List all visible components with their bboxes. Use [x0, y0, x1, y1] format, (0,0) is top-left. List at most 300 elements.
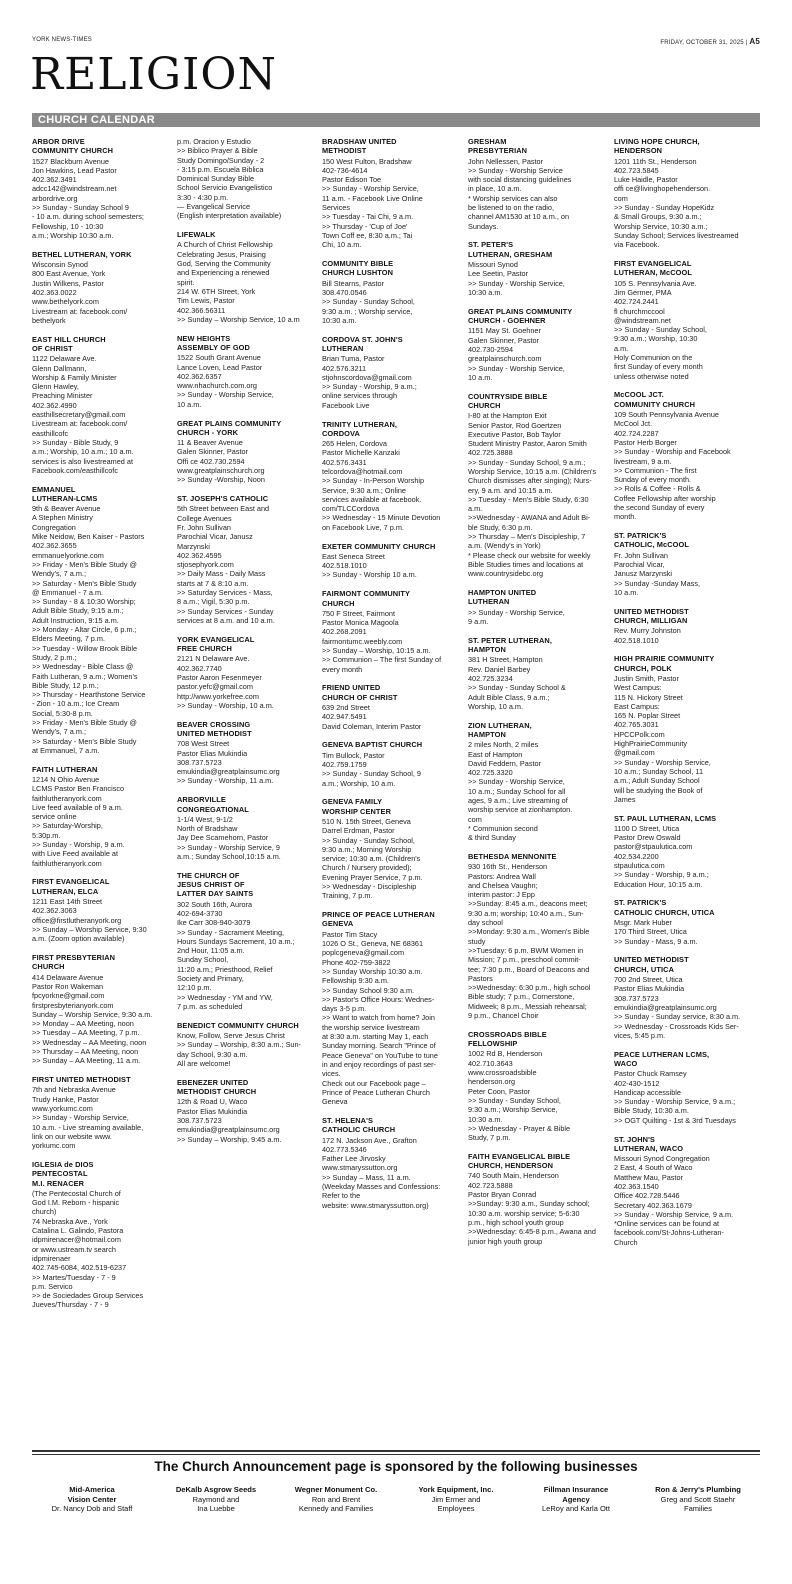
listing-line: p.m. Oracion y Estudio [177, 137, 251, 146]
listing-line: (The Pentecostal Church of [32, 1188, 121, 1198]
listing-line: Rev. Daniel Barbey [468, 664, 531, 674]
church-name: ARBOR DRIVE COMMUNITY CHURCH [32, 137, 114, 156]
church-listing [177, 871, 323, 1011]
listing-line: first Sunday of every month [614, 362, 703, 372]
listing-line: Missouri Synod [468, 260, 518, 270]
church-name: ZION LUTHERAN, HAMPTON [468, 720, 532, 739]
listing-line: Society and Primary, [177, 974, 244, 984]
listing-line: 510 N. 15th Street, Geneva [322, 817, 411, 826]
listing-line: >>Sunday: 8:45 a.m., deacons meet; [468, 899, 588, 909]
listing-line: p.m. Servico [32, 1281, 73, 1291]
church-name: FIRST EVANGELICAL LUTHERAN, McCOOL [614, 259, 692, 278]
listing-line: Trudy Hanke, Pastor [32, 1094, 99, 1104]
listing-line: www.countrysidebc.org [468, 569, 544, 579]
church-listing [468, 1030, 614, 1143]
listing-line: >> Sunday - Worship, 9 a.m.; [614, 870, 709, 880]
listing-line: East Campus: [614, 701, 660, 711]
listing-line: Livestream at: facebook.com/ [32, 419, 128, 429]
listing-line: 308.737.5723 [177, 1115, 222, 1125]
church-name: CROSSROADS BIBLE FELLOWSHIP [468, 1029, 547, 1049]
church-listing [614, 390, 760, 521]
listing-line: >> Biblico Prayer & Bible [177, 146, 258, 156]
church-name: EBENEZER UNITED METHODIST CHURCH [177, 1077, 257, 1097]
listing-line: pastor.yefc@gmail.com [177, 682, 253, 692]
listing-line: 2nd Hour, 11:05 a.m. [177, 946, 245, 956]
listing-line: >> OGT Quilting - 1st & 3rd Tuesdays [614, 1115, 736, 1125]
listing-line: adcc142@windstream.net [32, 184, 117, 194]
listing-line: 402.724.2441 [614, 297, 659, 307]
sponsor [32, 1485, 152, 1514]
listing-line: Church dismisses after singing); Nurs- [468, 476, 592, 486]
church-listing [177, 720, 323, 786]
listing-line: College Avenues [177, 513, 232, 523]
listing-line: 9 p.m., Chancel Choir [468, 1011, 539, 1021]
listing-line: Evening Prayer Service, 7 p.m. [322, 872, 423, 882]
listing-line: Sunday School, [177, 955, 229, 965]
calendar-column-1 [32, 137, 178, 1319]
listing-line: a.m. [614, 343, 629, 353]
church-name: FIRST PRESBYTERIAN CHURCH [32, 953, 116, 972]
listing-line: 265 Helen, Cordova [322, 439, 387, 449]
listing-line: Jueves/Thursday - 7 - 9 [32, 1300, 109, 1310]
listing-line: (Weekday Masses and Confessions: [322, 1181, 441, 1191]
listing-line: Service, 9:30 a.m.; Online [322, 485, 406, 495]
listing-line: service; 10:30 a.m. (Children's [322, 854, 421, 864]
church-listing [322, 910, 468, 1106]
listing-line: 402.725.3888 [468, 448, 513, 458]
listing-line: 402.534.2200 [614, 851, 659, 861]
listing-line: >> Saturday - Men's Bible Study [32, 736, 137, 746]
listing-line: the worship service livestream [322, 1022, 420, 1032]
sponsor-detail: LeRoy and Karla Ott [542, 1504, 610, 1513]
listing-line: Pastor Elias Mukindia [614, 984, 685, 994]
calendar-column-4 [468, 137, 614, 1255]
sponsor-detail: Greg and Scott Staehr Families [660, 1494, 736, 1513]
church-listing [177, 419, 323, 485]
listing-line: and Experiencing a renewed [177, 268, 270, 278]
listing-line: >> Sunday - Worship Service, [177, 390, 274, 400]
listing-line: 1522 South Grant Avenue [177, 353, 261, 363]
listing-line: Pastors: Andrea Wall [468, 871, 536, 881]
listing-line: worship service at zionhampton. [468, 805, 573, 815]
sponsor-name: Fillman Insurance Agency [543, 1485, 609, 1504]
listing-line: >> Sunday – Mass, 11 a.m. [322, 1172, 411, 1182]
listing-line: @windstream.net [614, 315, 671, 325]
listing-line: Holy Communion on the [614, 353, 693, 363]
listing-line: tee; 7:30 p.m., Board of Deacons and [468, 964, 590, 974]
listing-line: Galen Skinner, Pastor [468, 335, 539, 345]
listing-line: idpmirenacer@hotmail.com [32, 1235, 121, 1245]
listing-line: All are welcome! [177, 1058, 231, 1068]
listing-line: West Campus: [614, 683, 662, 693]
listing-line: 402.366.56311 [177, 305, 226, 315]
listing-line: via Facebook. [614, 240, 660, 250]
listing-line: a.m.; Worship 10:30 a.m. [32, 230, 114, 240]
listing-line: fairmontumc.weebly.com [322, 636, 403, 646]
church-calendar-bar [32, 113, 760, 127]
listing-line: Church [614, 1237, 638, 1247]
listing-line: Pastor Herb Borger [614, 437, 677, 447]
listing-line: a.m. [468, 504, 483, 514]
listing-line: >> Wednesday – AA Meeting, noon [32, 1037, 147, 1047]
listing-line: telcordova@hotmail.com [322, 467, 403, 476]
listing-line: 402.724.2287 [614, 428, 659, 438]
listing-line: Social, 5:30-8 p.m. [32, 708, 93, 718]
church-name: HAMPTON UNITED LUTHERAN [468, 588, 537, 607]
church-listing [322, 542, 468, 580]
listing-line: 9:30 a.m.; Morning Worship [322, 844, 412, 854]
listing-line: Worship & Family Minister [32, 372, 117, 382]
listing-line: Coffee Fellowship after worship [614, 493, 716, 503]
church-name: EAST HILL CHURCH OF CHRIST [32, 334, 106, 353]
listing-line: ages, 9 a.m.; Live streaming of [468, 796, 568, 805]
listing-line: Pastor Elias Mukindia [177, 748, 248, 758]
listing-line: >> Sunday - Sunday School, [614, 325, 707, 335]
listing-line: 402.362.3655 [32, 541, 77, 551]
sponsor-detail: Jim Ermer and Employees [431, 1494, 481, 1513]
listing-line: Town Coff ee, 8:30 a.m.; Tai [322, 230, 413, 240]
listing-line: com [468, 814, 482, 824]
sponsor-heading: The Church Announcement page is sponsored by the following businesses [154, 1459, 638, 1474]
listing-line: in place, 10 a.m. [468, 184, 522, 194]
listing-line: >>Wednesday - AWANA and Adult Bi- [468, 513, 591, 523]
listing-line: Parochial Vicar, Janusz [177, 532, 253, 542]
listing-line: 402.723.5888 [468, 1180, 513, 1190]
listing-line: Wendy's, 7 a.m.; [32, 727, 86, 737]
listing-line: >> Saturday - Men's Bible Study [32, 578, 137, 588]
listing-line: Worship Service, 10:30 a.m.; [614, 221, 708, 231]
listing-line: >> Sunday - Worship Service, 9 a.m. [614, 1209, 734, 1219]
listing-line: 1100 D Street, Utica [614, 823, 680, 833]
listing-line: >> Thursday - 'Cup of Joe' [322, 221, 408, 231]
listing-line: Congregation [32, 522, 76, 532]
listing-line: a.m.; Worship, 10 a.m. [322, 778, 396, 788]
listing-line: Sunday – Worship Service, 9:30 a.m. [32, 1009, 153, 1019]
listing-line: Offi ce 402.730.2594 [177, 456, 245, 466]
listing-line: I-80 at the Hampton Exit [468, 411, 547, 421]
listing-line: and Chelsea Vaughn; [468, 880, 538, 890]
church-name: FAITH EVANGELICAL BIBLE CHURCH, HENDERSON [468, 1151, 571, 1171]
listing-line: emukindia@greatplainsumc.org [177, 1125, 280, 1135]
listing-line: >> Sunday - Sunday School, [322, 297, 415, 307]
listing-line: Darrel Erdman, Pastor [322, 826, 395, 836]
listing-line: on Facebook Live, 7 p.m. [322, 522, 404, 532]
listing-line: — Evangelical Service [177, 202, 251, 212]
listing-line: >> Sunday - Bible Study, 9 [32, 437, 119, 447]
listing-line: >>Sunday: 9:30 a.m., Sunday school; [468, 1199, 590, 1209]
listing-line: >> Pastor's Office Hours: Wednes- [322, 994, 435, 1004]
listing-line: 402.725.3234 [468, 673, 513, 683]
listing-line: Bible Study, 10:30 a.m. [614, 1106, 689, 1116]
listing-line: >> Wednesday - Prayer & Bible [468, 1123, 571, 1133]
listing-line: a.m.; Sunday School,10:15 a.m. [177, 851, 281, 861]
listing-line: day school [468, 918, 503, 928]
listing-line: John Nellessen, Pastor [468, 156, 544, 166]
listing-line: 402-430-1512 [614, 1078, 660, 1088]
listing-line: 10 a.m.; Sunday School, 11 [614, 766, 704, 776]
listing-line: ery, 9 a.m. and 10:15 a.m. [468, 485, 553, 495]
listing-line: >> Sunday – Worship, 10:15 a.m. [322, 646, 431, 656]
listing-line: & third Sunday [468, 833, 516, 843]
listing-line: easthillsecretary@gmail.com [32, 410, 126, 420]
listing-line: www.bethelyork.com [32, 297, 99, 307]
listing-line: >> Wednesday - YM and YW, [177, 992, 273, 1002]
listing-line: office@firstlutheranyork.org [32, 915, 122, 925]
listing-line: 308.470.0546 [322, 287, 367, 297]
listing-line: 414 Delaware Avenue [32, 972, 104, 982]
listing-line: Lee Seetin, Pastor [468, 269, 529, 279]
listing-line: com [614, 193, 628, 203]
church-name: FIRST EVANGELICAL LUTHERAN, ELCA [32, 877, 110, 896]
listing-line: School Servicio Evangelistico [177, 183, 273, 193]
church-listing [32, 137, 178, 240]
listing-line: >> Sunday - Sunday School, [468, 1095, 561, 1105]
listing-line: >> Sunday - Worship and Facebook [614, 447, 731, 457]
listing-line: East of Hampton [468, 749, 523, 759]
listing-line: Pastor Bryan Conrad [468, 1190, 537, 1200]
listing-line: 9:30 a.m.; Worship, 10:30 [614, 334, 698, 344]
sponsor [276, 1485, 396, 1514]
listing-line: >> de Sociedades Group Services [32, 1291, 144, 1301]
listing-line: >> Sunday - Worship, 11 a.m. [177, 776, 274, 786]
listing-line: 170 Third Street, Utica [614, 927, 687, 937]
sponsor-name: DeKalb Asgrow Seeds [175, 1485, 257, 1494]
church-listing [614, 259, 760, 381]
listing-line: service online [32, 812, 77, 822]
listing-line: Mike Neidow, Ben Kaiser - Pastors [32, 532, 145, 542]
listing-line: Study Domingo/Sunday - 2 [177, 155, 265, 165]
listing-line: 109 South Pennsylvania Avenue [614, 410, 719, 420]
listing-line: Galen Skinner, Pastor [177, 447, 248, 457]
listing-line: Office 402.728.5446 [614, 1191, 680, 1201]
listing-line: Hours Sundays Sacrement, 10 a.m.; [177, 936, 295, 946]
listing-line: Adult Bible Class, 9 a.m.; [468, 692, 550, 702]
listing-line: easthillcofc [32, 428, 69, 438]
church-name: GREAT PLAINS COMMUNITY CHURCH - GOEHNER [468, 306, 573, 326]
listing-line: - 10 a.m. during school semesters; [32, 212, 144, 222]
listing-line: Pastor Elias Mukindia [177, 1106, 248, 1116]
church-listing [614, 898, 760, 945]
listing-line: 402.363.0022 [32, 287, 77, 297]
church-name: ARBORVILLE CONGREGATIONAL [177, 795, 249, 814]
listing-line: Missouri Synod Congregation [614, 1154, 710, 1164]
listing-line: James [614, 794, 636, 804]
listing-line: www.crossroadsbible [468, 1068, 537, 1078]
listing-line: * Worship services can also [468, 193, 558, 203]
listing-line: at 8:30 a.m. starting May 1, each [322, 1032, 429, 1042]
listing-line: Student Ministry Pastor, Aaron Smith [468, 439, 587, 449]
church-name: FRIEND UNITED CHURCH OF CHRIST [322, 683, 398, 702]
listing-line: Fr. John Sullivan [177, 522, 231, 532]
listing-line: 708 West Street [177, 739, 230, 749]
listing-line: Wisconsin Synod [32, 260, 88, 270]
listing-line: *Online services can be found at [614, 1219, 720, 1229]
listing-line: Education Hour, 10:15 a.m. [614, 879, 703, 889]
listing-line: Pastor Edison Toe [322, 175, 382, 185]
listing-line: 402.518.1010 [614, 635, 659, 645]
listing-line: Adult Instruction, 9:15 a.m. [32, 615, 119, 625]
church-listing [32, 953, 178, 1066]
listing-line: link on our website www. [32, 1131, 112, 1141]
church-listing [322, 589, 468, 674]
listing-line: Pastor Tim Stacy [322, 929, 378, 939]
listing-line: p.m., high school youth group [468, 1217, 564, 1227]
church-listing [322, 420, 468, 533]
church-listing [322, 259, 468, 325]
listing-line: 402.362.4595 [177, 550, 222, 560]
listing-line: 172 N. Jackson Ave., Grafton [322, 1135, 417, 1145]
listing-line: Pastor Drew Oswald [614, 833, 681, 843]
listing-line: 10 a.m. [468, 372, 493, 382]
church-listing [322, 137, 468, 250]
listing-line: >>Wednesday: 6:30 p.m., high school [468, 983, 591, 993]
listing-line: fl churchmccool [614, 306, 665, 316]
listing-line: David Feddern, Pastor [468, 758, 542, 768]
listing-line: month. [614, 512, 637, 522]
church-listing [177, 795, 323, 861]
listing-line: Bible Study, 12 p.m.; [32, 680, 99, 690]
listing-line: unless otherwise noted [614, 371, 689, 381]
listing-line: >> Saturday Services - Mass, [177, 588, 273, 598]
listing-line: Msgr. Mark Huber [614, 918, 672, 928]
listing-line: fpcyorkne@gmail.com [32, 991, 105, 1001]
listing-line: HighPrairieCommunity [614, 739, 687, 749]
listing-line: A Church of Christ Fellowship [177, 240, 273, 250]
listing-line: day School, 9:30 a.m. [177, 1049, 248, 1059]
church-name: IGLESIA de DIOS PENTECOSTAL M.I. RENACER [32, 1159, 94, 1188]
church-listing [322, 335, 468, 410]
church-listing [468, 137, 614, 231]
listing-line: 402.362.4990 [32, 400, 77, 410]
listing-line: Marzynski [177, 541, 210, 551]
listing-line: >> Sunday - Worship 10 a.m. [322, 570, 417, 580]
listing-line: faithlutheranyork.com [32, 793, 102, 803]
listing-line: >> Sunday - Sunday School 9 [32, 203, 129, 213]
listing-line: 10:30 a.m. [322, 315, 357, 325]
listing-line: >> Sunday - Worship Service, [468, 278, 565, 288]
listing-line: Peter Coon, Pastor [468, 1086, 531, 1096]
church-name: EMMANUEL LUTHERAN-LCMS [32, 484, 98, 503]
listing-line: 9:30 a.m. ; Worship service, [322, 306, 413, 316]
listing-line: 12:10 p.m. [177, 983, 212, 993]
listing-line: Tim Lewis, Pastor [177, 296, 235, 306]
listing-line: >> Sunday - Sacrament Meeting, [177, 927, 285, 937]
listing-line: >> Tuesday - Men's Bible Study, 6:30 [468, 494, 589, 504]
listing-line: Glenn Dallmann, [32, 363, 87, 373]
sponsor-detail: Ron and Brent Kennedy and Families [298, 1494, 374, 1513]
listing-line: Livestream at: facebook.com/ [32, 306, 128, 316]
listing-line: http://www.yorkefree.com [177, 691, 259, 701]
listing-line: Wendy's, 7 a.m.; [32, 569, 86, 579]
listing-line: * Please check our website for weekly [468, 550, 591, 560]
listing-line: Study, 7 p.m. [468, 1133, 511, 1143]
church-name: ST. JOSEPH'S CATHOLIC [177, 494, 269, 504]
church-listing [177, 137, 323, 221]
listing-line: idpmirenaer [32, 1253, 71, 1263]
listing-line: 308.737.5723 [177, 757, 222, 767]
listing-line: >> Sunday - Worship, 9 a.m. [32, 840, 125, 850]
listing-line: >> Wednesday - Crossroads Kids Ser- [614, 1021, 739, 1031]
listing-line: >> Sunday – Worship Service, 9:30 [32, 924, 147, 934]
church-listing [322, 740, 468, 787]
listing-line: 2121 N Delaware Ave. [177, 654, 250, 664]
listing-line: Church / Nursery provided); [322, 863, 412, 873]
listing-line: McCool Jct. [614, 419, 653, 429]
listing-line: 302 South 16th, Aurora [177, 899, 253, 909]
listing-line: 402.576.3431 [322, 457, 367, 467]
paper-name: YORK NEWS-TIMES [32, 37, 93, 43]
listing-line: >> Daily Mass - Daily Mass [177, 569, 266, 579]
listing-line: Peace Geneva" on YouTube to tune [322, 1050, 438, 1060]
listing-line: Senior Pastor, Rod Goertzen [468, 420, 562, 430]
listing-line: North of Bradshaw [177, 824, 238, 834]
listing-line: Fellowship, 10 - 10:30 [32, 221, 104, 231]
footer-rule-thick [32, 1450, 760, 1452]
listing-line: days 3-5 p.m. [322, 1004, 367, 1014]
listing-line: >> Thursday - Hearthstone Service [32, 690, 146, 700]
church-listing [614, 531, 760, 597]
listing-line: >> Communion – The first Sunday of [322, 655, 442, 665]
listing-line: or www.ustream.tv search [32, 1244, 116, 1254]
listing-line: 12th & Road U, Waco [177, 1097, 248, 1107]
listing-line: Celebrating Jesus, Praising [177, 249, 266, 259]
listing-line: 10:30 a.m. worship service; 5-6:30 [468, 1208, 580, 1218]
church-listing [468, 1152, 614, 1246]
listing-line: Worship, 10 a.m. [468, 701, 524, 711]
listing-line: Faith Lutheran, 9 a.m.; Women's [32, 671, 138, 681]
listing-line: - Zion - 10 a.m.; Ice Cream [32, 699, 120, 709]
sponsor [516, 1485, 636, 1514]
listing-line: >> Sunday - Sunday School, 9 [322, 769, 421, 779]
listing-line: Luke Haidle, Pastor [614, 175, 678, 185]
listing-line: >> Thursday – AA Meeting, noon [32, 1047, 139, 1057]
listing-line: 402.745-6084, 402.519-6237 [32, 1263, 127, 1273]
church-listing [177, 1078, 323, 1144]
church-listing [177, 1021, 323, 1068]
listing-line: 8 a.m.; Vigil, 5:30 p.m. [177, 597, 250, 607]
section-title: RELIGION [30, 49, 277, 100]
listing-line: starts at 7 & 8:10 a.m. [177, 578, 249, 588]
church-listing [614, 607, 760, 645]
church-listing [322, 797, 468, 900]
listing-line: vices. [322, 1069, 341, 1079]
listing-line: >> Sunday - In-Person Worship [322, 476, 425, 486]
listing-line: 402.759.1759 [322, 760, 367, 770]
church-listing [322, 683, 468, 730]
listing-line: www.nhachurch.com.org [177, 381, 257, 391]
listing-line: >> Sunday – Worship Service, 10 a.m [177, 314, 300, 324]
church-name: COUNTRYSIDE BIBLE CHURCH [468, 391, 548, 410]
listing-line: >>Wednesday: 6:45-8 p.m., Awana and [468, 1227, 596, 1237]
listing-line: 1-1/4 West, 9-1/2 [177, 814, 233, 824]
listing-line: the second Sunday of every [614, 502, 705, 512]
listing-line: David Coleman, Interim Pastor [322, 721, 422, 731]
listing-line: a.m.; Worship, 10 a.m.; 10 a.m. [32, 447, 134, 457]
listing-line: >> Sunday – Worship, 8:30 a.m.; Sun- [177, 1040, 301, 1050]
listing-line: with social distancing guidelines [468, 175, 572, 185]
church-name: ST. HELENA'S CATHOLIC CHURCH [322, 1115, 396, 1135]
listing-line: 1201 11th St., Henderson [614, 156, 697, 166]
listing-line: poplcgeneva@gmail.com [322, 948, 405, 958]
listing-line: greatplainschurch.com [468, 354, 542, 364]
church-listing [322, 1116, 468, 1210]
listing-line: God I.M. Reborn - hispanic [32, 1198, 120, 1208]
listing-line: a.m. (Wendy's in York) [468, 541, 541, 551]
listing-line: be listened to on the radio, [468, 203, 555, 213]
listing-line: Study, 2 p.m.; [32, 652, 77, 662]
listing-line: Pastors [468, 973, 493, 983]
listing-line: 740 South Main, Henderson [468, 1171, 559, 1181]
